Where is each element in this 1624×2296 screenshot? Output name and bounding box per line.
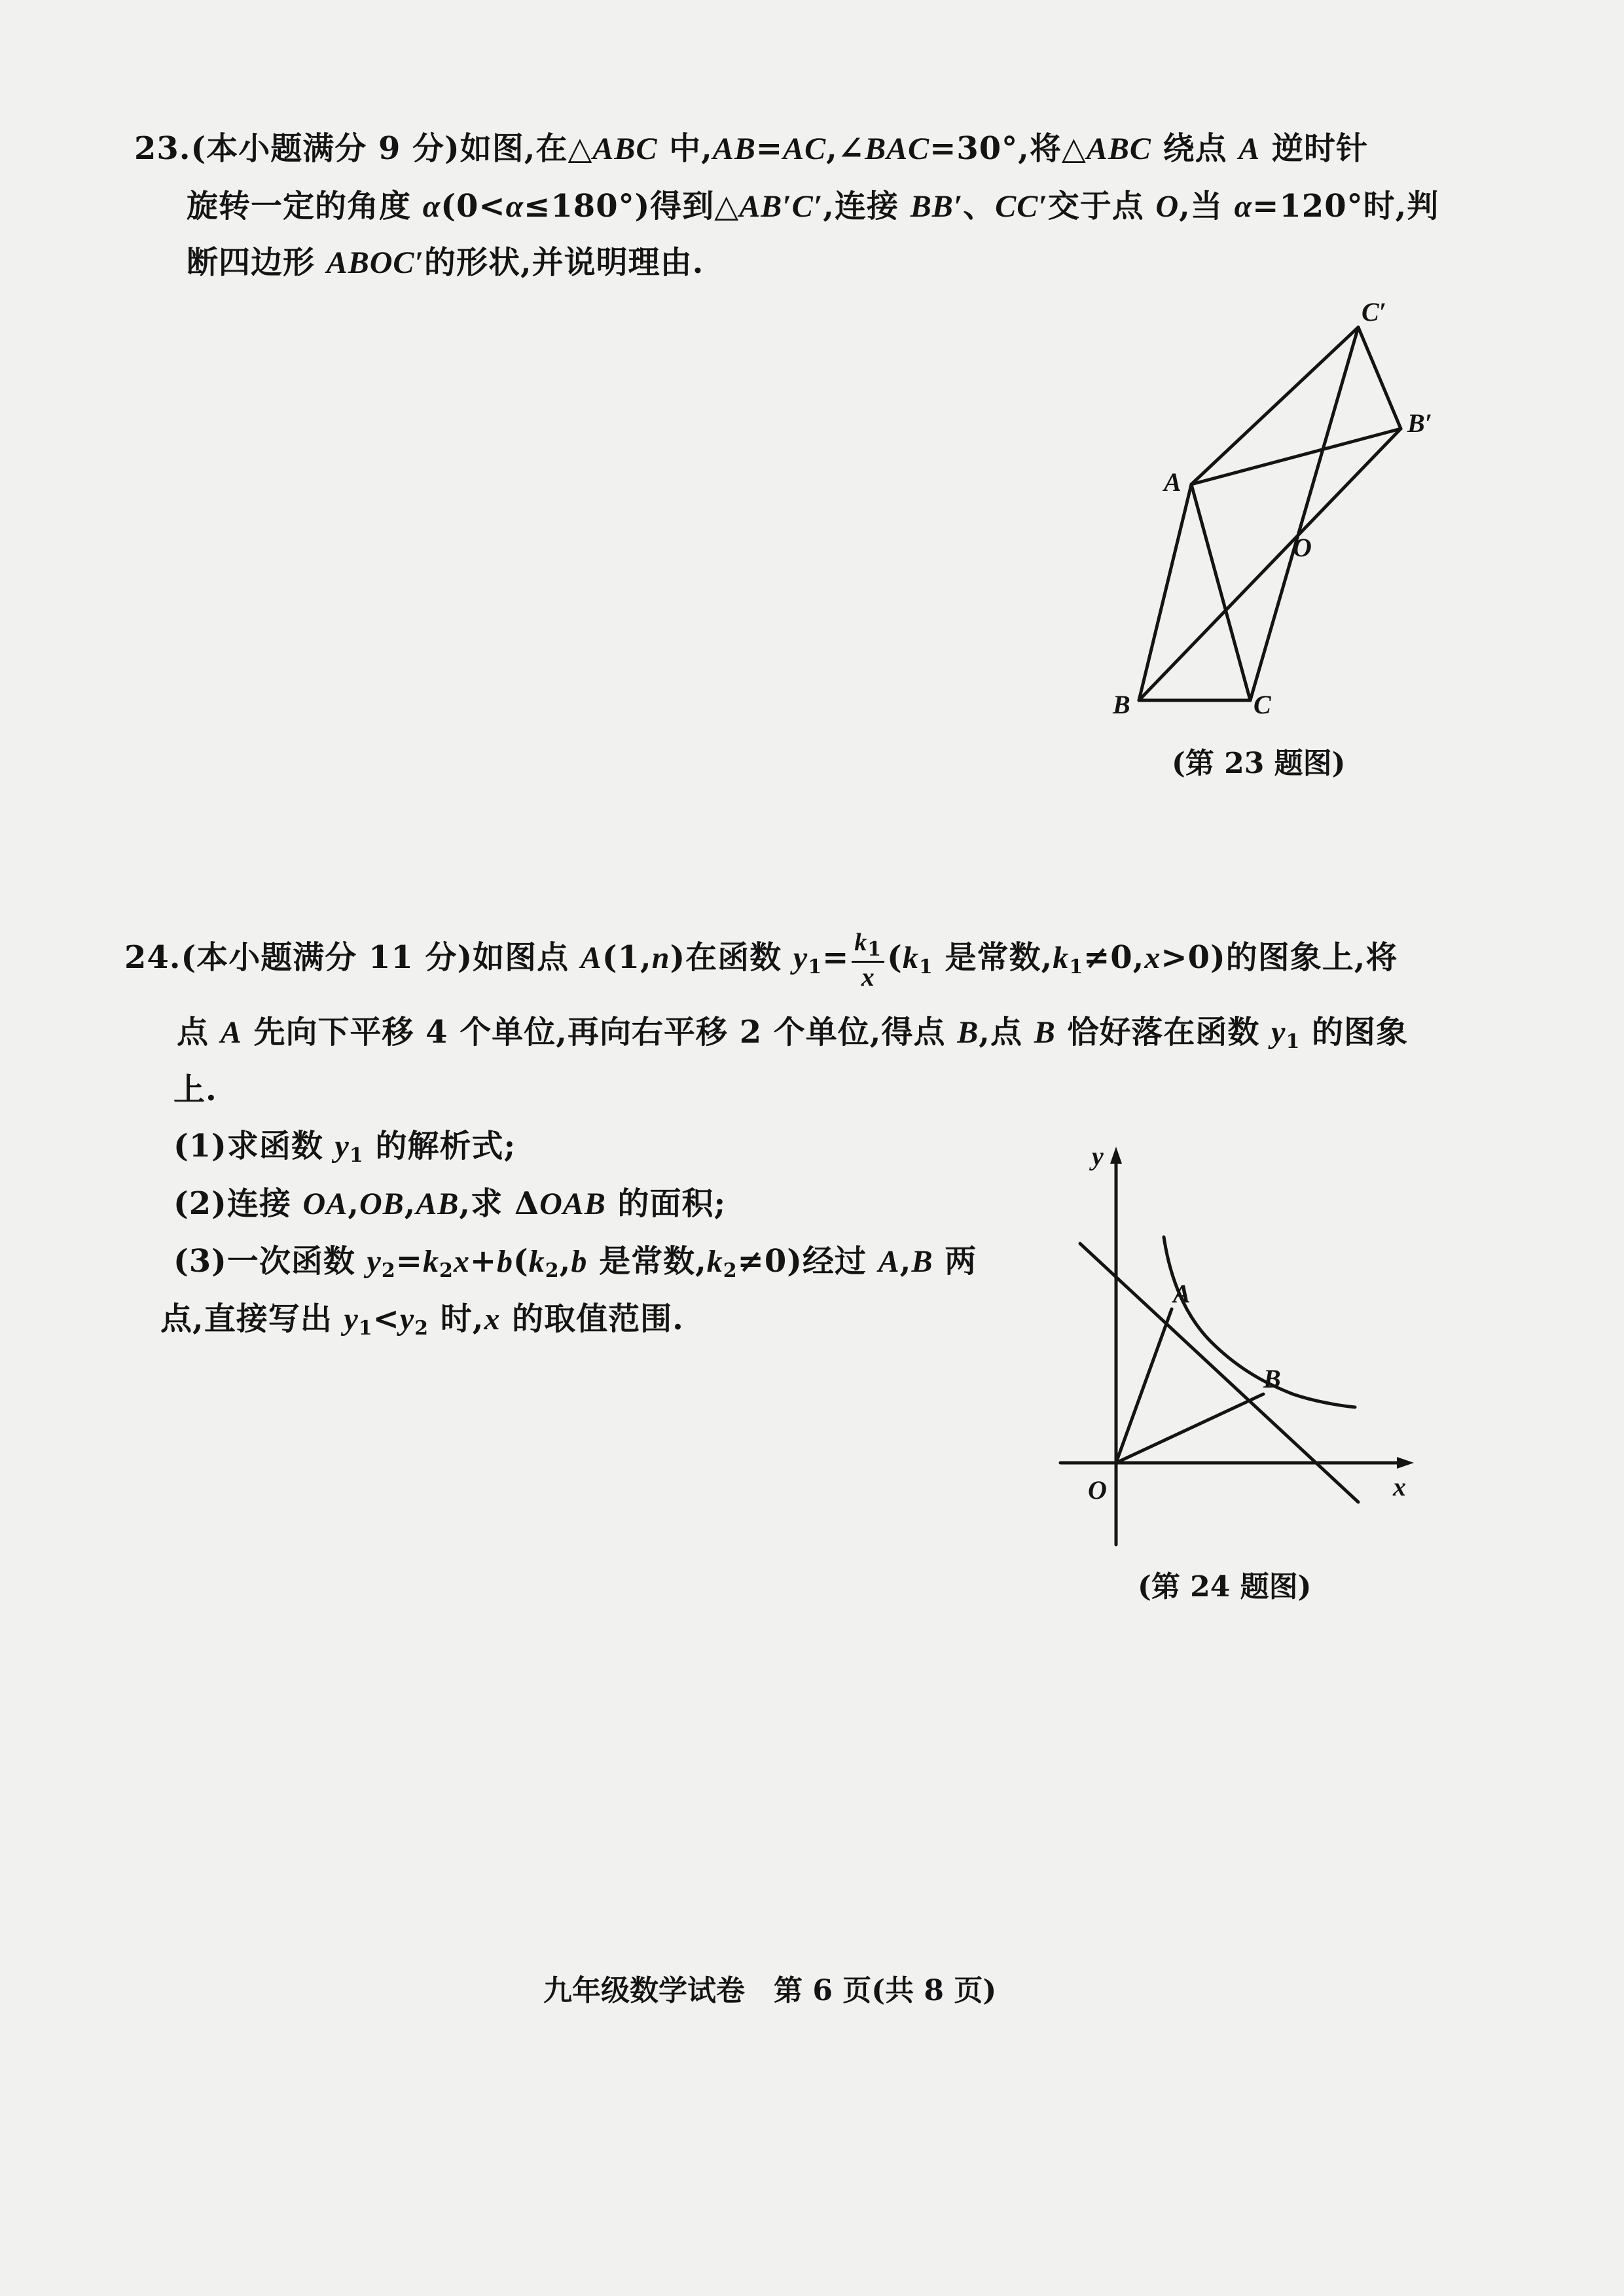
q23-caption: (第 23 题图) [1172, 747, 1346, 780]
q23-figure [1113, 295, 1432, 719]
q24-line-1: 24.(本小题满分 11 分)如图点 A(1,n)在函数 $y_1=$ $\frac{k_1}{x}$ ($k_1$ 是常数$,k_1\ne 0,x>0$)的图象上,将 [124, 929, 1398, 992]
q23-line-1: 23.(本小题满分 9 分)如图,在△ABC 中,AB=AC,∠BAC=30°,将△ABC 绕点 A 逆时针 [134, 130, 1369, 167]
q23-line-3: 断四边形 ABOC′的形状,并说明理由. [187, 244, 704, 281]
label-C: C [1254, 690, 1271, 719]
label-y: y [1092, 1141, 1104, 1171]
label-B: B [1263, 1364, 1281, 1393]
q24-part-3-cont: 点,直接写出 $y_1<y_2$ 时,x 的取值范围. [160, 1300, 684, 1340]
q23-points: (本小题满分 9 分) [190, 130, 460, 167]
label-O: O [1088, 1475, 1107, 1505]
label-A: A [1164, 467, 1182, 497]
q24-part-2: (2)连接 OA,OB,AB,求 ΔOAB 的面积; [173, 1185, 727, 1222]
q23-line-2: 旋转一定的角度 α(0<α≤180°)得到△AB′C′,连接 BB′、CC′交于点 O,当 α=120°时,判 [187, 188, 1439, 224]
label-A: A [1173, 1279, 1191, 1308]
q24-part-1: (1)求函数 $y_1$ 的解析式; [173, 1128, 516, 1167]
q24-line-2: 点 A 先向下平移 4 个单位,再向右平移 2 个单位,得点 B,点 B 恰好落在函数 $y_1$ 的图象 [177, 1014, 1409, 1053]
q24-caption: (第 24 题图) [1138, 1570, 1312, 1604]
curve-y1 [1164, 1237, 1355, 1407]
segment-B-prime-C-prime [1358, 327, 1401, 429]
label-C-prime: C′ [1362, 297, 1386, 327]
q24-points: (本小题满分 11 分) [181, 939, 473, 976]
q24-figure [1047, 1132, 1414, 1551]
y-axis-arrow [1110, 1147, 1122, 1164]
segment-AB [1139, 484, 1191, 700]
q24-number: 24. [124, 939, 181, 976]
label-x: x [1393, 1472, 1406, 1501]
label-B-prime: B′ [1407, 408, 1432, 438]
segment-CC-prime [1250, 327, 1358, 700]
fraction-k1-over-x: $\frac{k_1}{x}$ [852, 929, 884, 990]
x-axis-arrow [1397, 1457, 1414, 1469]
label-O: O [1293, 533, 1312, 562]
q23-number: 23. [134, 130, 191, 167]
page-footer: 九年级数学试卷 第 6 页(共 8 页) [543, 1974, 997, 2007]
q24-line-3: 上. [173, 1071, 217, 1108]
label-B: B [1113, 690, 1130, 719]
q24-part-3: (3)一次函数 $y_2=k_2x+b(k_2,b$ 是常数$,k_2\ne 0$)经过 A,B 两 [173, 1243, 977, 1282]
